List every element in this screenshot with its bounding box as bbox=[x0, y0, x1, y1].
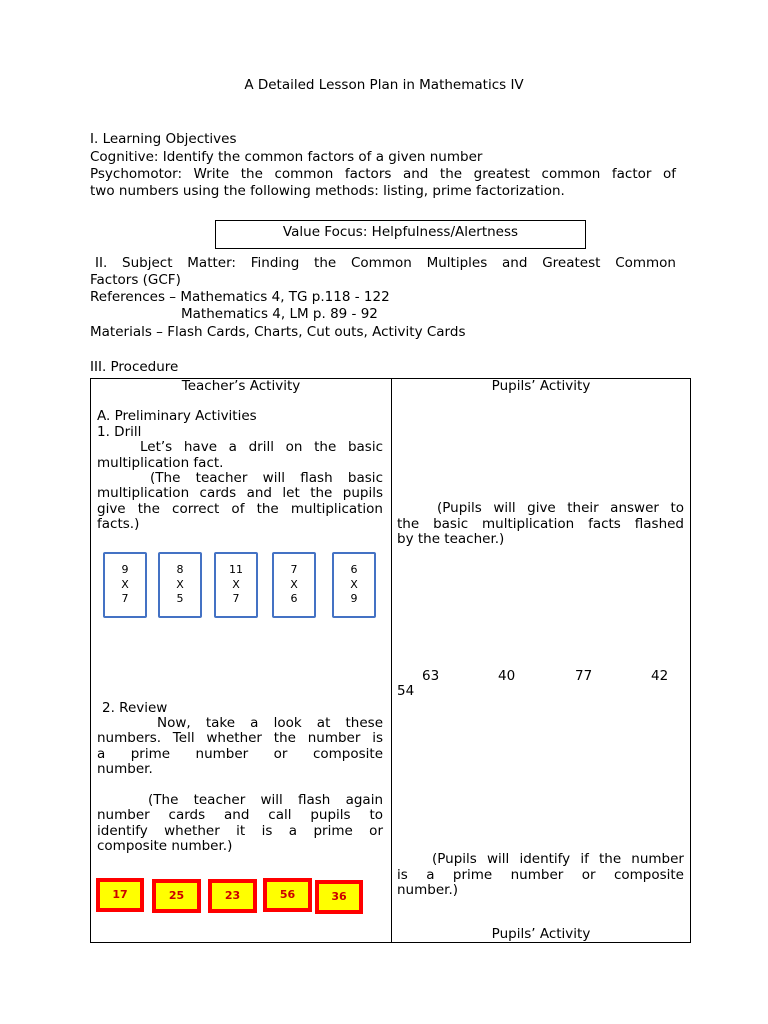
pupil-drill-text-2: the basic multiplication facts flashed bbox=[397, 516, 684, 532]
review-text-4: number. bbox=[97, 761, 153, 777]
flash-card-operator: X bbox=[290, 577, 298, 591]
answer-value: 77 bbox=[575, 668, 593, 684]
drill-text-6: facts.) bbox=[97, 516, 140, 532]
document-title: A Detailed Lesson Plan in Mathematics IV bbox=[244, 77, 524, 93]
references-line2: Mathematics 4, LM p. 89 - 92 bbox=[181, 306, 378, 322]
flash-card-top: 9 bbox=[121, 563, 129, 577]
flash-card-bottom: 9 bbox=[350, 592, 358, 606]
column-divider bbox=[391, 379, 392, 942]
references-line1: References – Mathematics 4, TG p.118 - 122 bbox=[90, 289, 390, 305]
answer-value: 63 bbox=[422, 668, 440, 684]
pupil-activity-header: Pupils’ Activity bbox=[491, 378, 591, 394]
drill-text-2: multiplication fact. bbox=[97, 455, 224, 471]
drill-heading: 1. Drill bbox=[97, 424, 142, 440]
pupil-review-text-1: (Pupils will identify if the number bbox=[432, 851, 684, 867]
number-card: 25 bbox=[152, 879, 201, 913]
review-heading: 2. Review bbox=[102, 700, 168, 716]
procedure-heading: III. Procedure bbox=[90, 359, 179, 375]
pupil-activity-header-bottom: Pupils’ Activity bbox=[491, 926, 591, 942]
drill-text-1: Let’s have a drill on the basic bbox=[140, 439, 383, 455]
flash-card bbox=[332, 552, 376, 618]
flash-card-top: 7 bbox=[290, 563, 298, 577]
flash-card bbox=[103, 552, 147, 618]
review-text-6: number cards and call pupils to bbox=[97, 807, 383, 823]
number-card: 36 bbox=[315, 880, 363, 914]
pupil-drill-text-1: (Pupils will give their answer to bbox=[437, 500, 684, 516]
number-card: 23 bbox=[208, 879, 257, 913]
flash-card bbox=[158, 552, 202, 618]
answer-value: 42 bbox=[651, 668, 669, 684]
teacher-activity-header: Teacher’s Activity bbox=[181, 378, 301, 394]
number-card: 17 bbox=[96, 878, 144, 912]
flash-card-top: 11 bbox=[229, 563, 243, 577]
objective-cognitive: Cognitive: Identify the common factors of a given number bbox=[90, 149, 483, 165]
objective-psychomotor-line2: two numbers using the following methods: listing, prime factorization. bbox=[90, 183, 565, 199]
materials-line: Materials – Flash Cards, Charts, Cut outs, Activity Cards bbox=[90, 324, 466, 340]
flash-card-bottom: 7 bbox=[121, 592, 129, 606]
flash-card-top: 6 bbox=[350, 563, 358, 577]
flash-card-operator: X bbox=[121, 577, 129, 591]
objectives-heading: I. Learning Objectives bbox=[90, 131, 237, 147]
review-text-8: composite number.) bbox=[97, 838, 233, 854]
preliminary-activities-heading: A. Preliminary Activities bbox=[97, 408, 257, 424]
answer-value: 40 bbox=[498, 668, 516, 684]
flash-card-operator: X bbox=[176, 577, 184, 591]
flash-card-operator: X bbox=[232, 577, 240, 591]
review-text-5: (The teacher will flash again bbox=[148, 792, 383, 808]
subject-matter-line2: Factors (GCF) bbox=[90, 272, 181, 288]
value-focus-box: Value Focus: Helpfulness/Alertness bbox=[215, 220, 586, 249]
drill-text-5: give the correct of the multiplication bbox=[97, 501, 383, 517]
drill-text-3: (The teacher will flash basic bbox=[150, 470, 383, 486]
flash-card-operator: X bbox=[350, 577, 358, 591]
review-text-7: identify whether it is a prime or bbox=[97, 823, 383, 839]
drill-text-4: multiplication cards and let the pupils bbox=[97, 485, 383, 501]
flash-card bbox=[272, 552, 316, 618]
review-text-3: a prime number or composite bbox=[97, 746, 383, 762]
review-text-2: numbers. Tell whether the number is bbox=[97, 730, 383, 746]
number-card: 56 bbox=[263, 878, 312, 912]
pupil-drill-text-3: by the teacher.) bbox=[397, 531, 505, 547]
flash-card bbox=[214, 552, 258, 618]
review-text-1: Now, take a look at these bbox=[157, 715, 383, 731]
pupil-review-text-2: is a prime number or composite bbox=[397, 867, 684, 883]
pupil-review-text-3: number.) bbox=[397, 882, 459, 898]
flash-card-bottom: 7 bbox=[232, 592, 240, 606]
flash-card-top: 8 bbox=[176, 563, 184, 577]
objective-psychomotor-line1: Psychomotor: Write the common factors and the greatest common factor of bbox=[90, 166, 676, 182]
subject-matter-line1: II. Subject Matter: Finding the Common Multiples and Greatest Common bbox=[95, 255, 676, 271]
procedure-table bbox=[90, 378, 691, 943]
flash-card-bottom: 5 bbox=[176, 592, 184, 606]
flash-card-bottom: 6 bbox=[290, 592, 298, 606]
answer-value: 54 bbox=[397, 683, 415, 699]
